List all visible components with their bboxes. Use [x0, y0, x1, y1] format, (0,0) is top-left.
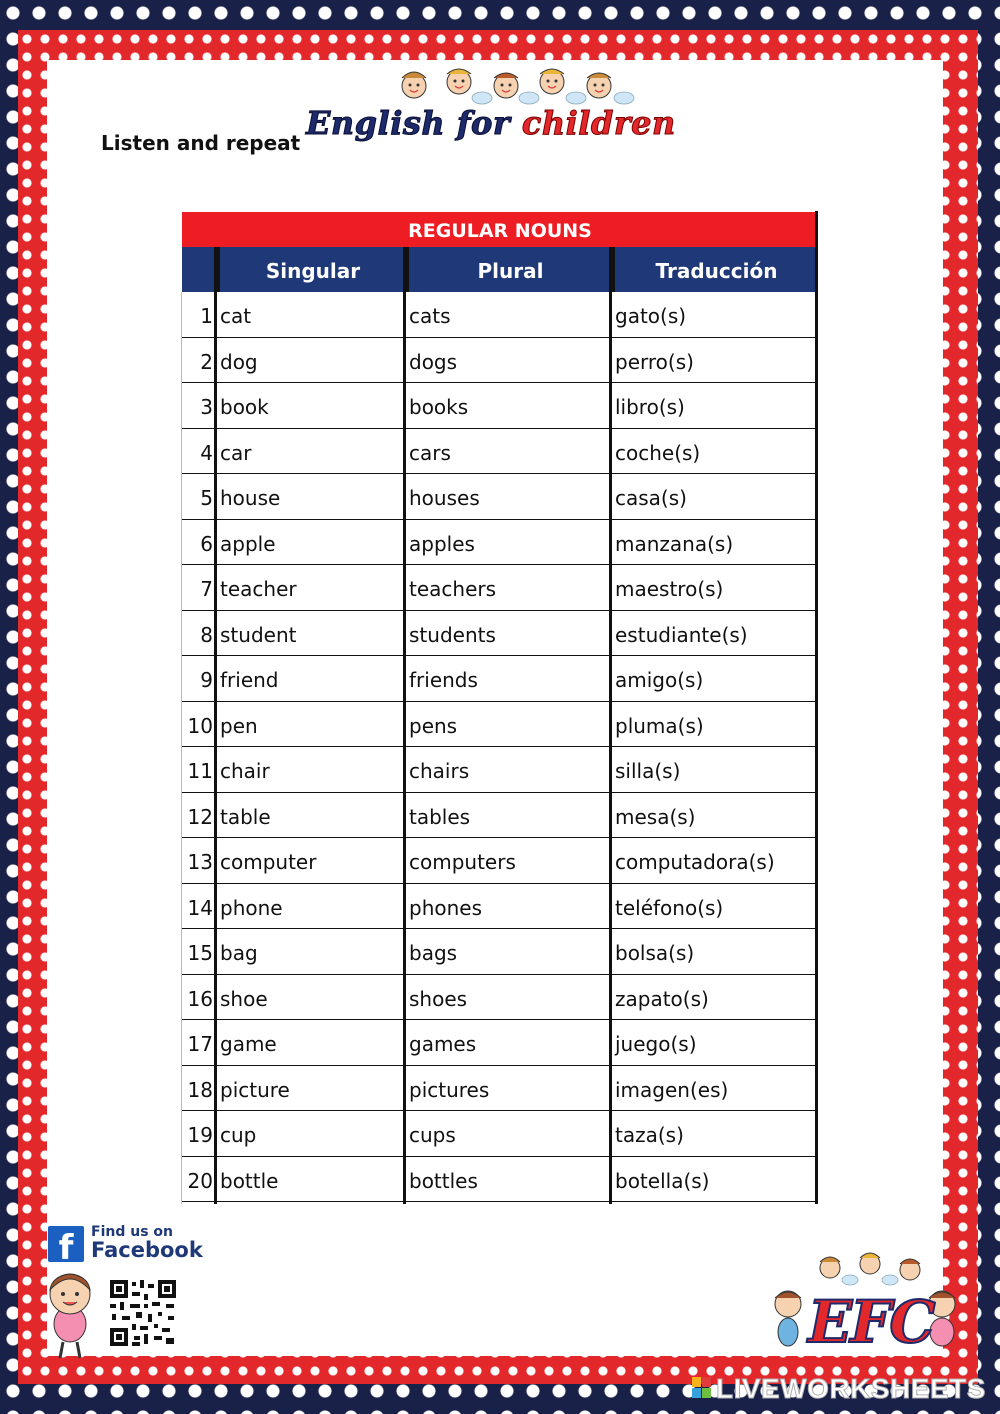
- traduccion-cell: computadora(s): [615, 850, 775, 874]
- traduccion-cell: teléfono(s): [615, 895, 724, 920]
- singular-cell: shoe: [220, 986, 268, 1011]
- row-number: 5: [200, 486, 213, 510]
- traduccion-cell: libro(s): [615, 395, 685, 419]
- plural-cell: cars: [409, 440, 451, 465]
- row-number: 10: [187, 713, 213, 738]
- singular-cell: chair: [220, 759, 270, 783]
- traduccion-cell: botella(s): [615, 1168, 710, 1193]
- column-divider: [214, 247, 217, 1204]
- singular-cell: pen: [220, 713, 258, 738]
- traduccion-cell: maestro(s): [615, 577, 724, 601]
- qr-code-icon[interactable]: [108, 1278, 178, 1348]
- table-left-border: [181, 292, 182, 1204]
- row-number: 9: [200, 668, 213, 692]
- table-row: [182, 474, 818, 520]
- row-number: 2: [200, 349, 213, 374]
- facebook-find-text: Find us on: [91, 1224, 173, 1240]
- row-number: 20: [187, 1168, 213, 1193]
- traduccion-cell: imagen(es): [615, 1077, 729, 1102]
- table-row: [182, 656, 818, 702]
- singular-cell: cup: [220, 1123, 257, 1147]
- column-divider: [403, 247, 406, 1204]
- plural-cell: chairs: [409, 759, 470, 783]
- traduccion-cell: silla(s): [615, 759, 681, 783]
- singular-cell: student: [220, 622, 297, 647]
- table-row: [182, 611, 818, 657]
- traduccion-cell: taza(s): [615, 1123, 684, 1147]
- row-number: 13: [187, 850, 213, 874]
- plural-cell: bottles: [409, 1168, 478, 1193]
- row-number: 8: [200, 622, 213, 647]
- table-row: [182, 338, 818, 384]
- table-row: [182, 520, 818, 566]
- efc-logo: [760, 1246, 970, 1366]
- singular-cell: bag: [220, 941, 258, 965]
- table-row: [182, 429, 818, 475]
- singular-cell: cat: [220, 304, 252, 328]
- table-title: REGULAR NOUNS: [182, 212, 818, 247]
- traduccion-cell: coche(s): [615, 440, 701, 465]
- header-singular: Singular: [217, 247, 406, 292]
- row-number: 6: [200, 531, 213, 556]
- column-divider: [609, 247, 612, 1204]
- row-number: 19: [187, 1123, 213, 1147]
- singular-cell: car: [220, 440, 252, 465]
- instruction-text: Listen and repeat: [101, 131, 301, 155]
- singular-cell: book: [220, 395, 269, 419]
- singular-cell: phone: [220, 895, 283, 920]
- liveworksheets-icon: [692, 1377, 712, 1399]
- row-number: 3: [200, 395, 213, 419]
- table-row: [182, 838, 818, 884]
- plural-cell: apples: [409, 531, 475, 556]
- traduccion-cell: zapato(s): [615, 986, 709, 1011]
- plural-cell: tables: [409, 804, 471, 829]
- singular-cell: house: [220, 486, 281, 510]
- singular-cell: dog: [220, 349, 258, 374]
- singular-cell: game: [220, 1032, 277, 1056]
- traduccion-cell: estudiante(s): [615, 622, 748, 647]
- traduccion-cell: perro(s): [615, 349, 694, 374]
- table-row: [182, 702, 818, 748]
- table-row: [182, 1157, 818, 1203]
- singular-cell: teacher: [220, 577, 297, 601]
- plural-cell: houses: [409, 486, 480, 510]
- table-row: [182, 929, 818, 975]
- table-row: [182, 747, 818, 793]
- table-row: [182, 975, 818, 1021]
- traduccion-cell: gato(s): [615, 304, 687, 328]
- plural-cell: phones: [409, 895, 483, 920]
- plural-cell: students: [409, 622, 496, 647]
- plural-cell: cups: [409, 1123, 456, 1147]
- plural-cell: computers: [409, 850, 516, 874]
- plural-cell: games: [409, 1032, 477, 1056]
- row-number: 1: [200, 304, 213, 328]
- logo-english: English: [306, 104, 446, 142]
- facebook-icon: f: [48, 1226, 84, 1262]
- row-number: 4: [200, 440, 213, 465]
- header-plural: Plural: [406, 247, 612, 292]
- plural-cell: dogs: [409, 349, 458, 374]
- traduccion-cell: mesa(s): [615, 804, 696, 829]
- plural-cell: books: [409, 395, 469, 419]
- girl-illustration-icon: [30, 1262, 110, 1362]
- plural-cell: bags: [409, 941, 458, 965]
- plural-cell: cats: [409, 304, 451, 328]
- traduccion-cell: manzana(s): [615, 531, 734, 556]
- traduccion-cell: juego(s): [615, 1032, 697, 1056]
- singular-cell: picture: [220, 1077, 290, 1102]
- english-for-children-logo: [306, 64, 696, 150]
- watermark-text: LIVEWORKSHEETS: [716, 1373, 986, 1404]
- singular-cell: apple: [220, 531, 276, 556]
- row-number: 12: [187, 804, 213, 829]
- logo-for: for: [456, 104, 511, 142]
- table-row: [182, 292, 818, 338]
- traduccion-cell: casa(s): [615, 486, 687, 510]
- plural-cell: shoes: [409, 986, 468, 1011]
- row-number: 7: [200, 577, 213, 601]
- facebook-name: Facebook: [91, 1238, 203, 1262]
- row-number: 17: [187, 1032, 213, 1056]
- table-row: [182, 565, 818, 611]
- singular-cell: friend: [220, 668, 279, 692]
- table-row: [182, 1020, 818, 1066]
- plural-cell: pens: [409, 713, 458, 738]
- plural-cell: friends: [409, 668, 478, 692]
- table-row: [182, 383, 818, 429]
- header-number-cell: [182, 247, 217, 292]
- efc-text: EFC: [808, 1288, 934, 1356]
- logo-title: [306, 104, 676, 142]
- plural-cell: teachers: [409, 577, 497, 601]
- logo-children: children: [521, 104, 676, 142]
- table-row: [182, 1066, 818, 1112]
- table-row: [182, 793, 818, 839]
- traduccion-cell: pluma(s): [615, 713, 704, 738]
- row-number: 11: [187, 759, 213, 783]
- table-row: [182, 884, 818, 930]
- singular-cell: computer: [220, 850, 317, 874]
- singular-cell: table: [220, 804, 271, 829]
- traduccion-cell: amigo(s): [615, 668, 704, 692]
- row-number: 15: [187, 941, 213, 965]
- singular-cell: bottle: [220, 1168, 279, 1193]
- header-traduccion: Traducción: [612, 247, 818, 292]
- children-illustration-icon: [384, 64, 664, 108]
- table-right-border: [815, 211, 818, 1204]
- traduccion-cell: bolsa(s): [615, 941, 695, 965]
- row-number: 18: [187, 1077, 213, 1102]
- row-number: 14: [187, 895, 213, 920]
- table-row: [182, 1111, 818, 1157]
- row-number: 16: [187, 986, 213, 1011]
- plural-cell: pictures: [409, 1077, 490, 1102]
